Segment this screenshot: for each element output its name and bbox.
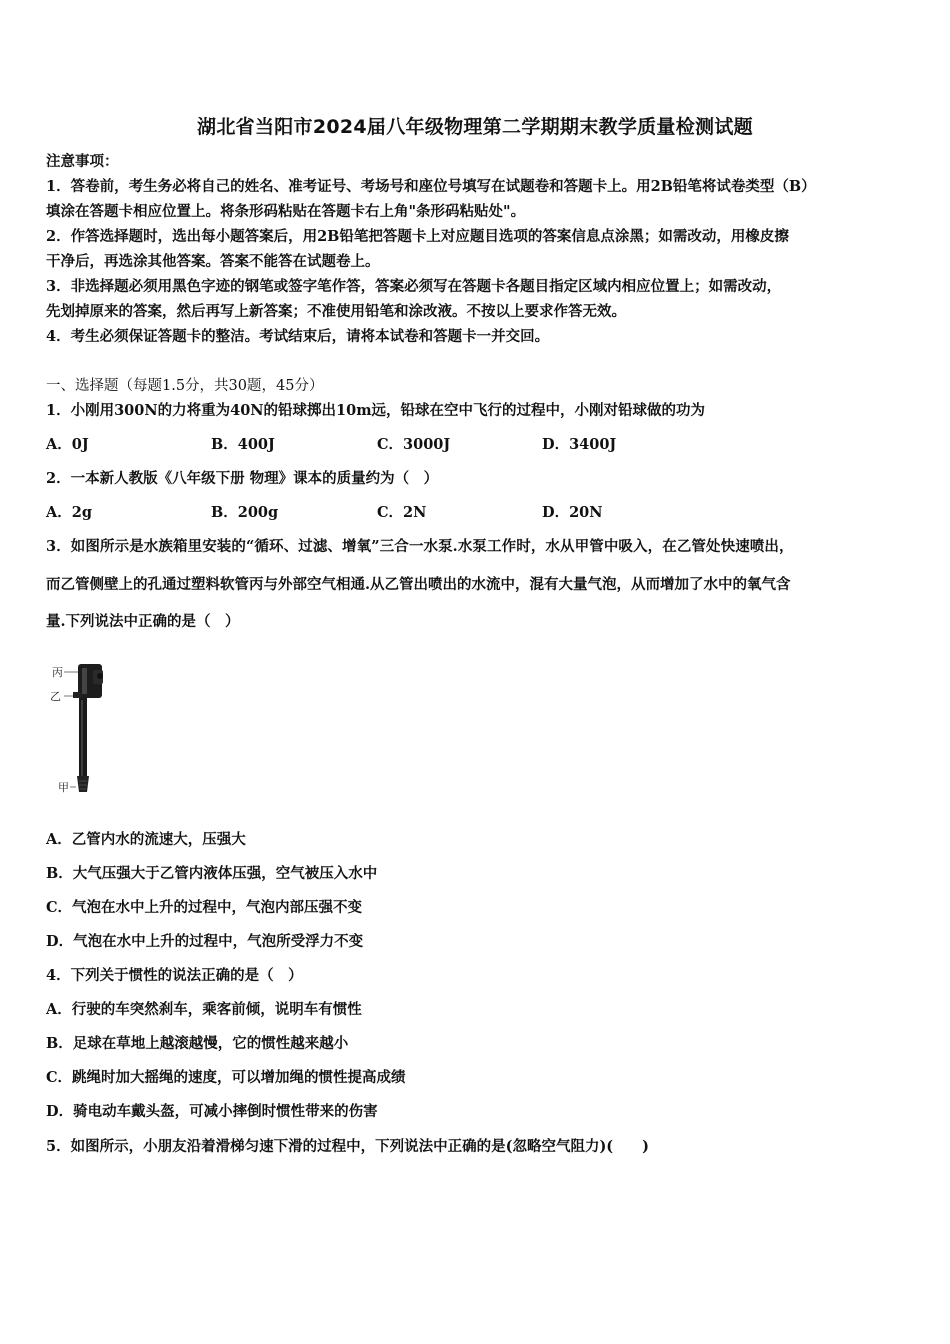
q4-option-a: A．行驶的车突然刹车，乘客前倾，说明车有惯性 xyxy=(46,1001,362,1018)
notice-line: 填涂在答题卡相应位置上。将条形码粘贴在答题卡右上角"条形码粘贴处"。 xyxy=(46,203,526,220)
notice-line: 1．答卷前，考生务必将自己的姓名、准考证号、考场号和座位号填写在试题卷和答题卡上。用2B铅笔将试卷类型（B） xyxy=(46,178,816,195)
q2-option-b: B．200g xyxy=(211,504,279,521)
q4-option-c: C．跳绳时加大摇绳的速度，可以增加绳的惯性提高成绩 xyxy=(46,1069,406,1086)
q2-option-d: D．20N xyxy=(542,504,603,521)
question-5-stem: 5．如图所示，小朋友沿着滑梯匀速下滑的过程中，下列说法中正确的是(忽略空气阻力)( ) xyxy=(46,1138,650,1155)
notice-line: 先划掉原来的答案，然后再写上新答案；不准使用铅笔和涂改液。不按以上要求作答无效。 xyxy=(46,303,626,320)
label-yi: 乙 xyxy=(50,690,61,703)
notice-line: 4．考生必须保证答题卡的整洁。考试结束后，请将本试卷和答题卡一并交回。 xyxy=(46,328,550,345)
question-1-stem: 1．小刚用300N的力将重为40N的铅球掷出10m远，铅球在空中飞行的过程中，小刚对铅球做的功为 xyxy=(46,402,706,419)
section-heading: 一、选择题（每题1.5分，共30题，45分） xyxy=(46,378,324,394)
q4-option-d: D．骑电动车戴头盔，可减小摔倒时惯性带来的伤害 xyxy=(46,1103,378,1120)
question-2-stem: 2．一本新人教版《八年级下册 物理》课本的质量约为（ ） xyxy=(46,470,439,487)
label-bing: 丙 xyxy=(52,666,63,679)
pump-drawing xyxy=(46,658,116,798)
q4-option-b: B．足球在草地上越滚越慢，它的惯性越来越小 xyxy=(46,1035,349,1052)
q3-option-c: C．气泡在水中上升的过程中，气泡内部压强不变 xyxy=(46,899,363,916)
notice-heading: 注意事项： xyxy=(46,153,119,170)
question-3-stem: 量.下列说法中正确的是（ ） xyxy=(46,613,240,630)
q1-option-b: B．400J xyxy=(211,436,275,453)
q1-option-d: D．3400J xyxy=(542,436,617,453)
q1-option-c: C．3000J xyxy=(377,436,451,453)
notice-line: 干净后，再选涂其他答案。答案不能答在试题卷上。 xyxy=(46,253,380,270)
q3-option-a: A．乙管内水的流速大，压强大 xyxy=(46,831,246,848)
notice-line: 3．非选择题必须用黑色字迹的钢笔或签字笔作答，答案必须写在答题卡各题目指定区域内相应位置上；如需改动， xyxy=(46,278,782,295)
q1-option-a: A．0J xyxy=(46,436,89,453)
page-title: 湖北省当阳市2024届八年级物理第二学期期末教学质量检测试题 xyxy=(197,116,753,138)
question-4-stem: 4．下列关于惯性的说法正确的是（ ） xyxy=(46,967,303,984)
label-jia: 甲 xyxy=(58,781,69,794)
q2-option-c: C．2N xyxy=(377,504,427,521)
q3-option-d: D．气泡在水中上升的过程中，气泡所受浮力不变 xyxy=(46,933,364,950)
question-3-stem: 而乙管侧壁上的孔通过塑料软管丙与外部空气相通.从乙管出喷出的水流中，混有大量气泡，从而增加了水中的氧气含 xyxy=(46,576,791,593)
water-pump-figure xyxy=(46,658,116,798)
notice-line: 2．作答选择题时，选出每小题答案后，用2B铅笔把答题卡上对应题目选项的答案信息点涂黑；如需改动，用橡皮擦 xyxy=(46,228,789,245)
q3-option-b: B．大气压强大于乙管内液体压强，空气被压入水中 xyxy=(46,865,378,882)
q2-option-a: A．2g xyxy=(46,504,92,521)
question-3-stem: 3．如图所示是水族箱里安装的“循环、过滤、增氧”三合一水泵.水泵工作时，水从甲管中吸入，在乙管处快速喷出， xyxy=(46,538,794,555)
